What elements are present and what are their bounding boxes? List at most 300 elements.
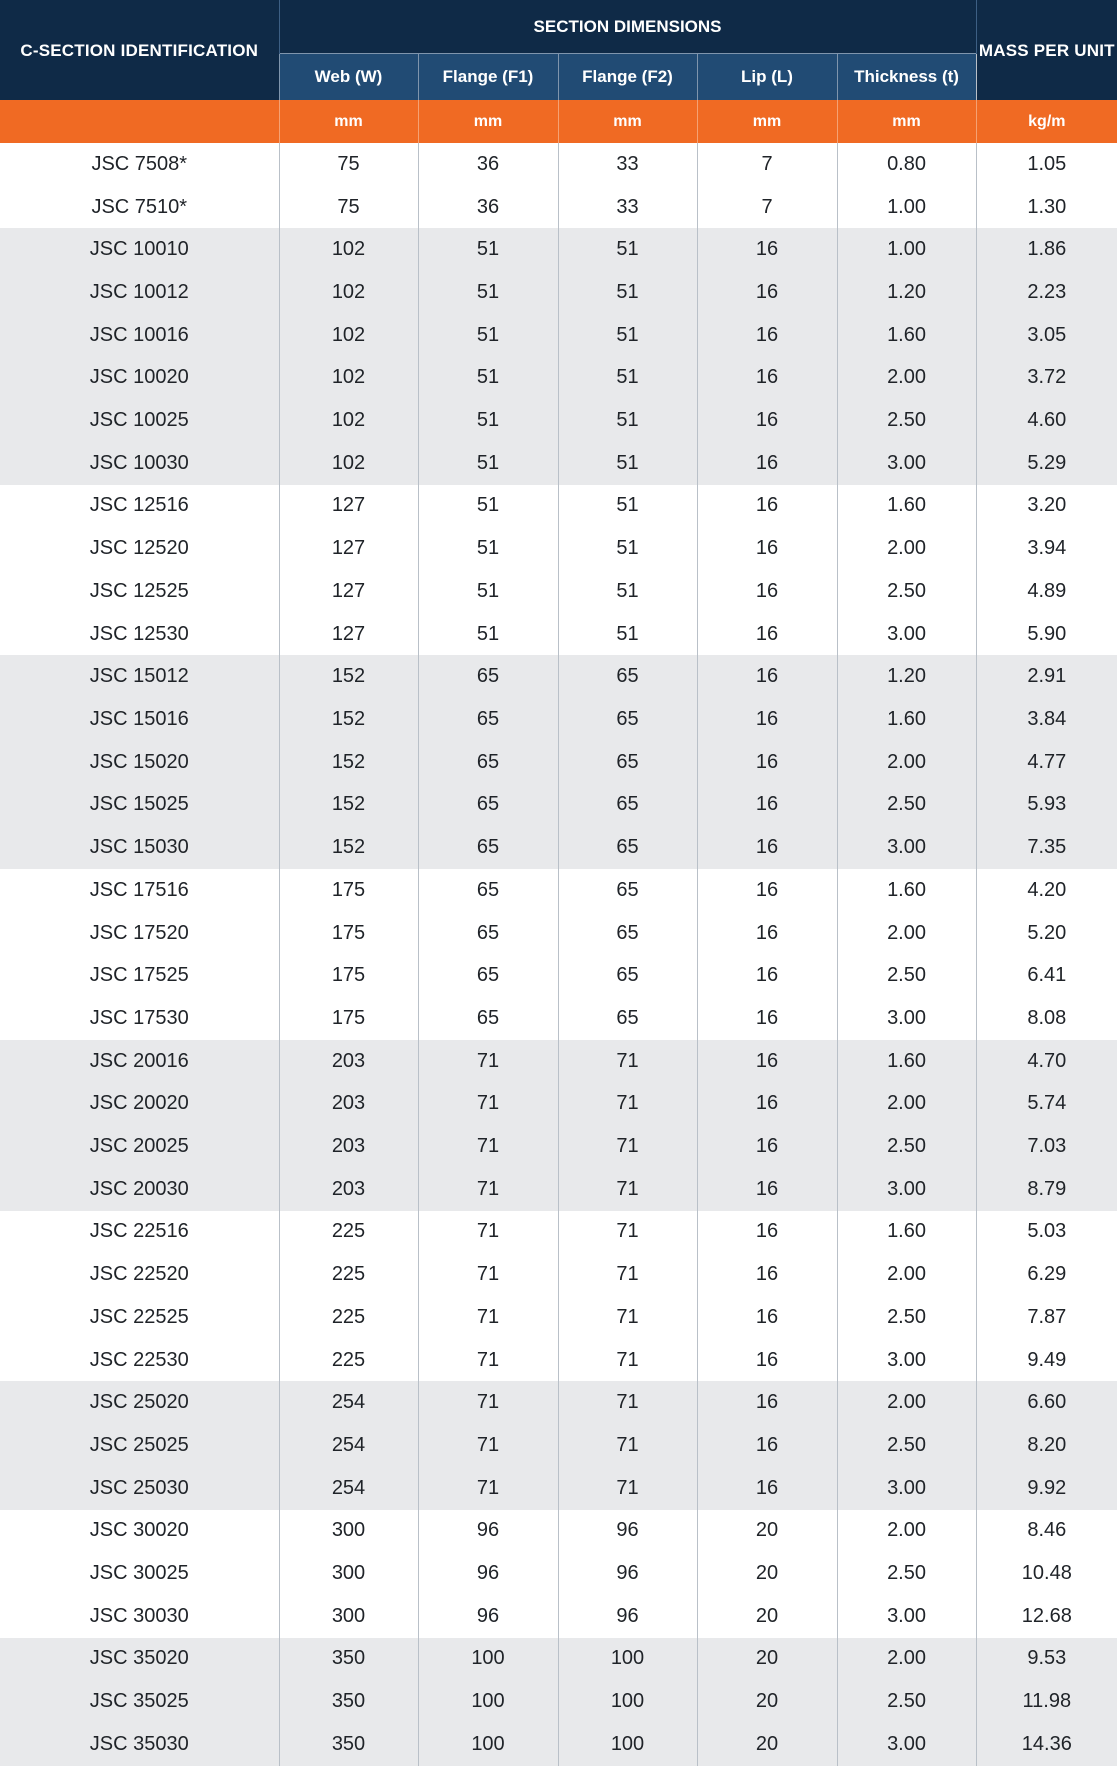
flange-f1-cell: 51 [418,228,558,271]
section-id-cell: JSC 30020 [0,1510,279,1553]
flange-f1-cell: 100 [418,1680,558,1723]
flange-f1-cell: 51 [418,570,558,613]
thickness-cell: 1.60 [837,869,976,912]
lip-cell: 16 [697,1296,837,1339]
flange-f2-cell: 100 [558,1680,697,1723]
thickness-cell: 3.00 [837,1168,976,1211]
web-cell: 300 [279,1595,418,1638]
mass-cell: 6.60 [976,1381,1117,1424]
thickness-cell: 1.20 [837,271,976,314]
mass-cell: 5.03 [976,1211,1117,1254]
section-id-cell: JSC 12516 [0,485,279,528]
unit-lip: mm [697,100,837,143]
thickness-cell: 2.00 [837,912,976,955]
lip-cell: 16 [697,997,837,1040]
table-row [0,485,1117,528]
flange-f2-cell: 51 [558,527,697,570]
lip-cell: 16 [697,228,837,271]
web-cell: 75 [279,143,418,186]
thickness-cell: 3.00 [837,997,976,1040]
section-id-cell: JSC 10030 [0,442,279,485]
mass-cell: 12.68 [976,1595,1117,1638]
flange-f2-cell: 33 [558,143,697,186]
web-cell: 203 [279,1082,418,1125]
table-row [0,1296,1117,1339]
table-row [0,997,1117,1040]
mass-column-header: MASS PER UNIT [976,0,1117,100]
flange-f1-cell: 71 [418,1339,558,1382]
lip-cell: 16 [697,1168,837,1211]
mass-cell: 8.46 [976,1510,1117,1553]
thickness-cell: 2.50 [837,1125,976,1168]
table-row [0,912,1117,955]
web-cell: 254 [279,1424,418,1467]
web-cell: 225 [279,1211,418,1254]
section-id-cell: JSC 25030 [0,1467,279,1510]
table-row [0,1168,1117,1211]
section-dimensions-header: SECTION DIMENSIONS [279,0,976,54]
thickness-cell: 2.50 [837,1424,976,1467]
flange-f1-cell: 36 [418,186,558,229]
flange-f1-cell: 65 [418,912,558,955]
web-cell: 350 [279,1723,418,1766]
lip-cell: 16 [697,1424,837,1467]
flange-f2-cell: 65 [558,784,697,827]
table-row [0,1595,1117,1638]
flange-f2-cell: 71 [558,1168,697,1211]
web-cell: 254 [279,1381,418,1424]
mass-cell: 1.30 [976,186,1117,229]
thickness-cell: 2.00 [837,1510,976,1553]
flange-f1-cell: 65 [418,784,558,827]
table-row [0,228,1117,271]
web-cell: 300 [279,1510,418,1553]
web-cell: 152 [279,655,418,698]
mass-cell: 7.87 [976,1296,1117,1339]
section-id-cell: JSC 35025 [0,1680,279,1723]
lip-cell: 16 [697,655,837,698]
thickness-cell: 1.00 [837,186,976,229]
flange-f2-cell: 71 [558,1082,697,1125]
lip-cell: 16 [697,485,837,528]
lip-cell: 16 [697,357,837,400]
unit-web: mm [279,100,418,143]
unit-flange-f1: mm [418,100,558,143]
table-row [0,527,1117,570]
section-id-cell: JSC 17525 [0,954,279,997]
flange-f1-cell: 51 [418,485,558,528]
flange-f1-cell: 65 [418,655,558,698]
flange-f1-cell: 51 [418,271,558,314]
lip-cell: 16 [697,1467,837,1510]
thickness-cell: 2.00 [837,1253,976,1296]
web-cell: 152 [279,741,418,784]
thickness-cell: 3.00 [837,826,976,869]
web-cell: 75 [279,186,418,229]
section-id-cell: JSC 10010 [0,228,279,271]
web-cell: 152 [279,784,418,827]
table-row [0,741,1117,784]
section-id-cell: JSC 15012 [0,655,279,698]
flange-f2-cell: 51 [558,570,697,613]
thickness-cell: 2.50 [837,1552,976,1595]
mass-cell: 3.72 [976,357,1117,400]
web-cell: 102 [279,399,418,442]
mass-cell: 10.48 [976,1552,1117,1595]
thickness-cell: 1.60 [837,485,976,528]
table-row [0,186,1117,229]
thickness-cell: 3.00 [837,613,976,656]
web-cell: 225 [279,1296,418,1339]
table-header [0,0,1117,143]
flange-f2-cell: 65 [558,655,697,698]
lip-cell: 20 [697,1638,837,1681]
mass-cell: 9.53 [976,1638,1117,1681]
lip-cell: 16 [697,869,837,912]
thickness-cell: 2.00 [837,527,976,570]
web-cell: 203 [279,1125,418,1168]
thickness-cell: 2.00 [837,741,976,784]
mass-cell: 3.94 [976,527,1117,570]
thickness-cell: 1.00 [837,228,976,271]
mass-cell: 5.90 [976,613,1117,656]
web-cell: 152 [279,698,418,741]
flange-f1-cell: 65 [418,741,558,784]
table-row [0,1339,1117,1382]
mass-cell: 5.29 [976,442,1117,485]
mass-cell: 7.03 [976,1125,1117,1168]
section-id-cell: JSC 10012 [0,271,279,314]
flange-f2-cell: 100 [558,1638,697,1681]
section-id-cell: JSC 35030 [0,1723,279,1766]
web-column-header: Web (W) [279,54,418,101]
web-cell: 102 [279,228,418,271]
lip-cell: 16 [697,1253,837,1296]
section-id-cell: JSC 7508* [0,143,279,186]
table-row [0,1552,1117,1595]
web-cell: 102 [279,357,418,400]
flange-f1-cell: 51 [418,399,558,442]
flange-f2-cell: 71 [558,1040,697,1083]
lip-cell: 20 [697,1510,837,1553]
mass-cell: 4.20 [976,869,1117,912]
thickness-cell: 3.00 [837,442,976,485]
thickness-column-header: Thickness (t) [837,54,976,101]
table-row [0,143,1117,186]
id-column-header: C-SECTION IDENTIFICATION [0,0,279,100]
mass-cell: 4.89 [976,570,1117,613]
web-cell: 152 [279,826,418,869]
flange-f1-column-header: Flange (F1) [418,54,558,101]
lip-cell: 16 [697,1040,837,1083]
mass-cell: 6.29 [976,1253,1117,1296]
flange-f1-cell: 65 [418,698,558,741]
thickness-cell: 1.60 [837,314,976,357]
section-id-cell: JSC 22516 [0,1211,279,1254]
mass-cell: 3.05 [976,314,1117,357]
web-cell: 175 [279,954,418,997]
thickness-cell: 3.00 [837,1467,976,1510]
section-id-cell: JSC 25020 [0,1381,279,1424]
lip-cell: 16 [697,954,837,997]
flange-f2-cell: 65 [558,741,697,784]
web-cell: 175 [279,997,418,1040]
table-body [0,143,1117,1766]
lip-cell: 16 [697,399,837,442]
mass-cell: 4.70 [976,1040,1117,1083]
table-row [0,1510,1117,1553]
thickness-cell: 2.50 [837,1296,976,1339]
web-cell: 102 [279,314,418,357]
thickness-cell: 3.00 [837,1595,976,1638]
table-row [0,869,1117,912]
flange-f1-cell: 51 [418,357,558,400]
flange-f2-cell: 71 [558,1211,697,1254]
table-row [0,784,1117,827]
flange-f2-cell: 51 [558,357,697,400]
lip-cell: 7 [697,143,837,186]
section-id-cell: JSC 15020 [0,741,279,784]
flange-f2-cell: 100 [558,1723,697,1766]
section-id-cell: JSC 15025 [0,784,279,827]
table-row [0,1381,1117,1424]
flange-f2-cell: 51 [558,271,697,314]
table-row [0,1424,1117,1467]
flange-f2-cell: 71 [558,1296,697,1339]
section-id-cell: JSC 15016 [0,698,279,741]
flange-f1-cell: 71 [418,1125,558,1168]
web-cell: 225 [279,1339,418,1382]
thickness-cell: 2.00 [837,357,976,400]
flange-f2-cell: 33 [558,186,697,229]
flange-f1-cell: 65 [418,997,558,1040]
section-id-cell: JSC 10016 [0,314,279,357]
flange-f1-cell: 51 [418,527,558,570]
flange-f1-cell: 71 [418,1381,558,1424]
web-cell: 102 [279,442,418,485]
flange-f2-cell: 96 [558,1552,697,1595]
web-cell: 254 [279,1467,418,1510]
section-id-cell: JSC 30025 [0,1552,279,1595]
lip-cell: 16 [697,613,837,656]
flange-f1-cell: 100 [418,1723,558,1766]
thickness-cell: 2.50 [837,1680,976,1723]
flange-f2-cell: 65 [558,869,697,912]
flange-f2-cell: 65 [558,698,697,741]
lip-cell: 16 [697,1211,837,1254]
section-id-cell: JSC 35020 [0,1638,279,1681]
mass-cell: 7.35 [976,826,1117,869]
flange-f2-cell: 71 [558,1424,697,1467]
lip-cell: 16 [697,442,837,485]
flange-f1-cell: 71 [418,1424,558,1467]
flange-f1-cell: 71 [418,1211,558,1254]
flange-f2-cell: 51 [558,399,697,442]
web-cell: 350 [279,1680,418,1723]
section-id-cell: JSC 20030 [0,1168,279,1211]
table-row [0,1638,1117,1681]
flange-f1-cell: 51 [418,613,558,656]
lip-cell: 16 [697,570,837,613]
thickness-cell: 3.00 [837,1339,976,1382]
lip-cell: 7 [697,186,837,229]
flange-f2-cell: 51 [558,314,697,357]
mass-cell: 5.74 [976,1082,1117,1125]
table-row [0,314,1117,357]
web-cell: 203 [279,1168,418,1211]
table-row [0,698,1117,741]
lip-cell: 16 [697,741,837,784]
flange-f1-cell: 65 [418,869,558,912]
mass-cell: 8.79 [976,1168,1117,1211]
section-id-cell: JSC 22520 [0,1253,279,1296]
flange-f1-cell: 71 [418,1296,558,1339]
lip-column-header: Lip (L) [697,54,837,101]
section-id-cell: JSC 20020 [0,1082,279,1125]
units-spacer [0,100,279,143]
flange-f1-cell: 96 [418,1552,558,1595]
flange-f2-cell: 71 [558,1467,697,1510]
web-cell: 127 [279,570,418,613]
table-row [0,954,1117,997]
mass-cell: 5.20 [976,912,1117,955]
web-cell: 127 [279,613,418,656]
table-row [0,655,1117,698]
thickness-cell: 0.80 [837,143,976,186]
section-id-cell: JSC 20016 [0,1040,279,1083]
mass-cell: 3.20 [976,485,1117,528]
table-row [0,399,1117,442]
web-cell: 225 [279,1253,418,1296]
mass-cell: 6.41 [976,954,1117,997]
lip-cell: 16 [697,1125,837,1168]
mass-cell: 4.60 [976,399,1117,442]
section-id-cell: JSC 12530 [0,613,279,656]
mass-cell: 4.77 [976,741,1117,784]
thickness-cell: 1.60 [837,1211,976,1254]
mass-cell: 3.84 [976,698,1117,741]
table-row [0,1211,1117,1254]
mass-cell: 2.23 [976,271,1117,314]
table-row [0,613,1117,656]
flange-f2-cell: 51 [558,613,697,656]
thickness-cell: 3.00 [837,1723,976,1766]
mass-cell: 1.05 [976,143,1117,186]
flange-f1-cell: 71 [418,1168,558,1211]
lip-cell: 20 [697,1680,837,1723]
thickness-cell: 2.00 [837,1082,976,1125]
lip-cell: 16 [697,1082,837,1125]
table-row [0,271,1117,314]
section-id-cell: JSC 17520 [0,912,279,955]
section-id-cell: JSC 30030 [0,1595,279,1638]
flange-f2-cell: 51 [558,442,697,485]
web-cell: 102 [279,271,418,314]
section-id-cell: JSC 10020 [0,357,279,400]
web-cell: 175 [279,912,418,955]
flange-f2-cell: 65 [558,997,697,1040]
lip-cell: 16 [697,527,837,570]
lip-cell: 16 [697,1339,837,1382]
flange-f2-column-header: Flange (F2) [558,54,697,101]
lip-cell: 16 [697,271,837,314]
flange-f2-cell: 65 [558,826,697,869]
flange-f2-cell: 71 [558,1339,697,1382]
web-cell: 127 [279,527,418,570]
mass-cell: 9.49 [976,1339,1117,1382]
thickness-cell: 2.50 [837,399,976,442]
table-row [0,1723,1117,1766]
table-row [0,1253,1117,1296]
flange-f1-cell: 100 [418,1638,558,1681]
unit-mass: kg/m [976,100,1117,143]
thickness-cell: 1.60 [837,698,976,741]
flange-f1-cell: 36 [418,143,558,186]
lip-cell: 16 [697,314,837,357]
section-id-cell: JSC 17530 [0,997,279,1040]
flange-f2-cell: 96 [558,1595,697,1638]
table-row [0,1125,1117,1168]
section-id-cell: JSC 25025 [0,1424,279,1467]
flange-f2-cell: 71 [558,1125,697,1168]
flange-f1-cell: 96 [418,1510,558,1553]
web-cell: 127 [279,485,418,528]
lip-cell: 16 [697,784,837,827]
flange-f1-cell: 71 [418,1040,558,1083]
flange-f2-cell: 65 [558,912,697,955]
thickness-cell: 2.00 [837,1381,976,1424]
lip-cell: 16 [697,826,837,869]
table-row [0,1680,1117,1723]
lip-cell: 20 [697,1723,837,1766]
flange-f2-cell: 96 [558,1510,697,1553]
unit-thickness: mm [837,100,976,143]
flange-f1-cell: 51 [418,314,558,357]
thickness-cell: 2.00 [837,1638,976,1681]
thickness-cell: 1.20 [837,655,976,698]
lip-cell: 20 [697,1595,837,1638]
web-cell: 350 [279,1638,418,1681]
lip-cell: 20 [697,1552,837,1595]
flange-f2-cell: 71 [558,1381,697,1424]
flange-f1-cell: 71 [418,1082,558,1125]
lip-cell: 16 [697,698,837,741]
table-row [0,826,1117,869]
flange-f1-cell: 71 [418,1253,558,1296]
flange-f2-cell: 65 [558,954,697,997]
flange-f1-cell: 65 [418,826,558,869]
thickness-cell: 2.50 [837,784,976,827]
web-cell: 300 [279,1552,418,1595]
thickness-cell: 1.60 [837,1040,976,1083]
lip-cell: 16 [697,912,837,955]
section-id-cell: JSC 20025 [0,1125,279,1168]
section-id-cell: JSC 10025 [0,399,279,442]
flange-f2-cell: 51 [558,228,697,271]
table-row [0,442,1117,485]
section-id-cell: JSC 12520 [0,527,279,570]
section-id-cell: JSC 15030 [0,826,279,869]
mass-cell: 9.92 [976,1467,1117,1510]
mass-cell: 1.86 [976,228,1117,271]
flange-f1-cell: 71 [418,1467,558,1510]
table-row [0,1082,1117,1125]
section-id-cell: JSC 22525 [0,1296,279,1339]
mass-cell: 14.36 [976,1723,1117,1766]
mass-cell: 2.91 [976,655,1117,698]
mass-cell: 8.20 [976,1424,1117,1467]
flange-f1-cell: 51 [418,442,558,485]
